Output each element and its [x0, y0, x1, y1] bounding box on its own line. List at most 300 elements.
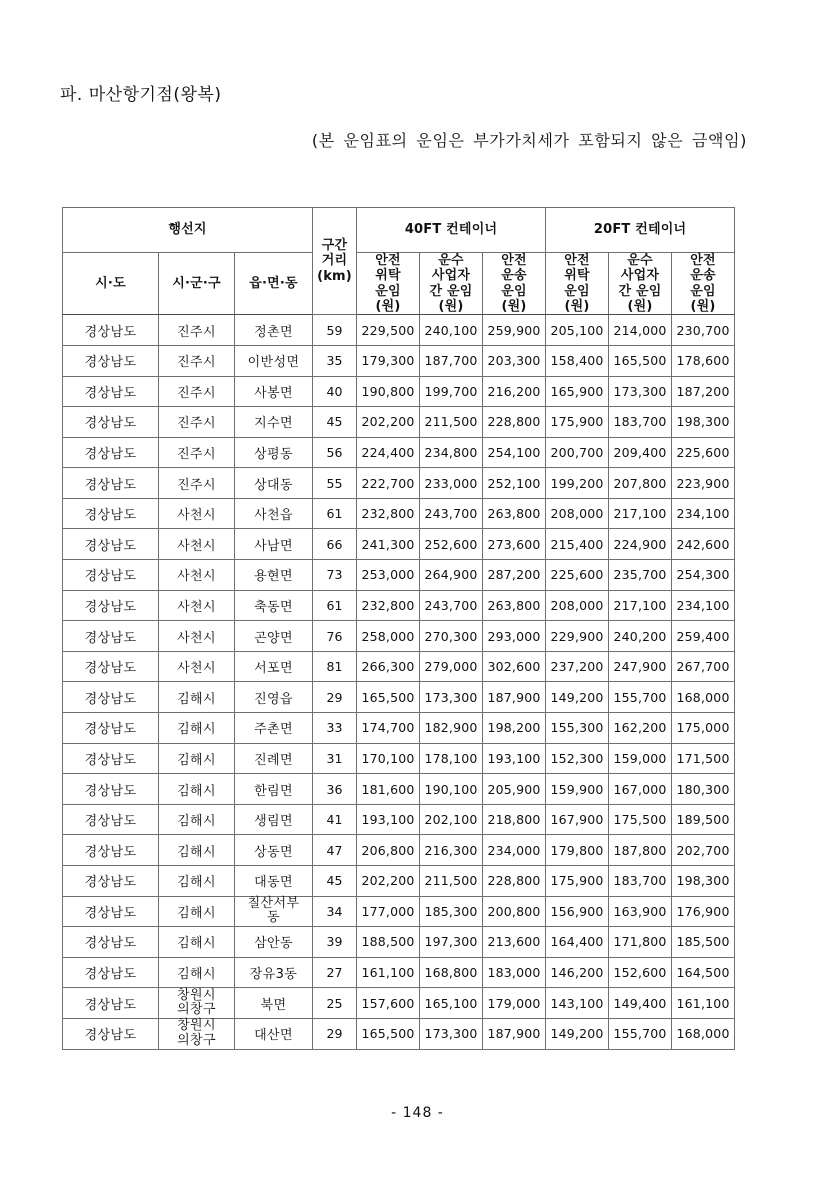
cell-sido: 경상남도	[63, 988, 159, 1019]
cell-sigungu: 진주시	[159, 315, 235, 346]
label-line: (원)	[564, 298, 590, 314]
cell-20ft-safe-transport: 161,100	[672, 988, 735, 1019]
table-row	[63, 896, 735, 927]
cell-40ft-safe-entrust: 202,200	[357, 407, 420, 438]
cell-sido: 경상남도	[63, 498, 159, 529]
cell-40ft-safe-transport: 218,800	[483, 804, 546, 835]
cell-eupmyeondong	[235, 896, 313, 927]
table-body	[63, 315, 735, 1049]
cell-40ft-carrier-between: 173,300	[420, 682, 483, 713]
cell-eupmyeondong: 삼안동	[235, 927, 313, 958]
cell-sigungu: 김해시	[159, 866, 235, 897]
cell-40ft-safe-transport: 293,000	[483, 621, 546, 652]
cell-40ft-carrier-between: 190,100	[420, 774, 483, 805]
cell-40ft-safe-entrust: 266,300	[357, 651, 420, 682]
header-row-top	[63, 208, 735, 253]
cell-sigungu: 진주시	[159, 468, 235, 499]
label-line: (원)	[690, 298, 716, 314]
table-row	[63, 651, 735, 682]
label-line: 간 운임	[618, 283, 662, 299]
cell-40ft-carrier-between: 168,800	[420, 957, 483, 988]
cell-sigungu: 사천시	[159, 590, 235, 621]
cell-20ft-safe-entrust: 164,400	[546, 927, 609, 958]
table-row	[63, 866, 735, 897]
cell-sigungu: 김해시	[159, 774, 235, 805]
fare-table-container	[62, 207, 734, 1050]
cell-eupmyeondong: 곤양면	[235, 621, 313, 652]
label-line: 사업자	[620, 268, 660, 284]
cell-20ft-safe-entrust: 215,400	[546, 529, 609, 560]
cell-sigungu: 사천시	[159, 651, 235, 682]
cell-40ft-safe-entrust: 232,800	[357, 498, 420, 529]
cell-distance: 81	[313, 651, 357, 682]
cell-eupmyeondong: 장유3동	[235, 957, 313, 988]
cell-40ft-safe-entrust: 222,700	[357, 468, 420, 499]
label-line: 사업자	[431, 268, 471, 284]
cell-40ft-safe-entrust: 193,100	[357, 804, 420, 835]
cell-20ft-safe-entrust: 156,900	[546, 896, 609, 927]
cell-20ft-safe-transport: 202,700	[672, 835, 735, 866]
cell-20ft-safe-entrust: 175,900	[546, 407, 609, 438]
cell-20ft-safe-transport: 198,300	[672, 866, 735, 897]
label-line: 운임	[501, 283, 527, 299]
cell-sigungu: 사천시	[159, 560, 235, 591]
cell-sigungu: 김해시	[159, 835, 235, 866]
cell-20ft-safe-transport: 178,600	[672, 345, 735, 376]
cell-20ft-safe-entrust: 229,900	[546, 621, 609, 652]
cell-eupmyeondong: 사봉면	[235, 376, 313, 407]
cell-40ft-safe-entrust: 161,100	[357, 957, 420, 988]
cell-20ft-safe-entrust: 200,700	[546, 437, 609, 468]
cell-20ft-safe-transport: 168,000	[672, 682, 735, 713]
cell-eupmyeondong: 대산면	[235, 1018, 313, 1049]
label-line: 운임	[375, 283, 401, 299]
table-row	[63, 590, 735, 621]
cell-20ft-carrier-between: 152,600	[609, 957, 672, 988]
cell-eupmyeondong: 정촌면	[235, 315, 313, 346]
cell-40ft-safe-entrust: 253,000	[357, 560, 420, 591]
cell-40ft-safe-entrust: 165,500	[357, 1018, 420, 1049]
cell-40ft-safe-transport: 228,800	[483, 407, 546, 438]
cell-distance: 39	[313, 927, 357, 958]
cell-40ft-safe-transport: 203,300	[483, 345, 546, 376]
cell-distance: 35	[313, 345, 357, 376]
cell-20ft-safe-transport: 189,500	[672, 804, 735, 835]
cell-40ft-carrier-between: 211,500	[420, 866, 483, 897]
cell-40ft-safe-transport: 263,800	[483, 590, 546, 621]
cell-sido: 경상남도	[63, 376, 159, 407]
cell-20ft-carrier-between: 209,400	[609, 437, 672, 468]
label-line: (원)	[627, 298, 653, 314]
cell-sigungu: 진주시	[159, 407, 235, 438]
cell-40ft-carrier-between: 202,100	[420, 804, 483, 835]
cell-40ft-safe-transport: 193,100	[483, 743, 546, 774]
cell-20ft-carrier-between: 214,000	[609, 315, 672, 346]
cell-sido: 경상남도	[63, 774, 159, 805]
cell-40ft-safe-transport: 205,900	[483, 774, 546, 805]
cell-eupmyeondong: 사천읍	[235, 498, 313, 529]
cell-20ft-safe-entrust: 149,200	[546, 682, 609, 713]
cell-distance: 61	[313, 590, 357, 621]
header-sido: 시·도	[63, 253, 159, 315]
label-line: 안전	[501, 253, 527, 268]
fare-table	[62, 207, 735, 1050]
table-row	[63, 621, 735, 652]
cell-20ft-carrier-between: 163,900	[609, 896, 672, 927]
cell-20ft-carrier-between: 165,500	[609, 345, 672, 376]
table-row	[63, 835, 735, 866]
table-row	[63, 560, 735, 591]
cell-eupmyeondong: 서포면	[235, 651, 313, 682]
cell-20ft-safe-transport: 254,300	[672, 560, 735, 591]
cell-line: 의창구	[177, 1002, 216, 1018]
cell-40ft-safe-entrust: 181,600	[357, 774, 420, 805]
cell-line: 동	[267, 910, 280, 926]
cell-20ft-safe-transport: 230,700	[672, 315, 735, 346]
label-line: 운송	[690, 268, 716, 284]
cell-distance: 36	[313, 774, 357, 805]
cell-40ft-safe-transport: 287,200	[483, 560, 546, 591]
header-20ft-carrier-between-fare	[609, 253, 672, 315]
cell-sigungu: 김해시	[159, 743, 235, 774]
cell-eupmyeondong: 북면	[235, 988, 313, 1019]
cell-40ft-carrier-between: 240,100	[420, 315, 483, 346]
cell-20ft-carrier-between: 187,800	[609, 835, 672, 866]
label-line: 안전	[375, 253, 401, 268]
cell-20ft-safe-entrust: 208,000	[546, 498, 609, 529]
cell-40ft-safe-transport: 234,000	[483, 835, 546, 866]
header-distance	[313, 208, 357, 315]
cell-20ft-carrier-between: 159,000	[609, 743, 672, 774]
header-40ft-safe-transport-fare	[483, 253, 546, 315]
cell-40ft-carrier-between: 233,000	[420, 468, 483, 499]
cell-sido: 경상남도	[63, 590, 159, 621]
cell-40ft-safe-transport: 263,800	[483, 498, 546, 529]
cell-40ft-safe-transport: 254,100	[483, 437, 546, 468]
cell-sigungu: 김해시	[159, 927, 235, 958]
header-20ft-safe-transport-fare	[672, 253, 735, 315]
table-row	[63, 988, 735, 1019]
cell-20ft-carrier-between: 162,200	[609, 713, 672, 744]
cell-sido: 경상남도	[63, 866, 159, 897]
cell-sigungu	[159, 1018, 235, 1049]
cell-20ft-safe-transport: 187,200	[672, 376, 735, 407]
cell-distance: 41	[313, 804, 357, 835]
cell-distance: 45	[313, 866, 357, 897]
header-container-20ft: 20FT 컨테이너	[546, 208, 735, 253]
cell-sido: 경상남도	[63, 529, 159, 560]
cell-20ft-safe-transport: 176,900	[672, 896, 735, 927]
cell-40ft-safe-entrust: 170,100	[357, 743, 420, 774]
table-row	[63, 498, 735, 529]
cell-40ft-safe-transport: 183,000	[483, 957, 546, 988]
cell-20ft-carrier-between: 155,700	[609, 1018, 672, 1049]
cell-40ft-carrier-between: 234,800	[420, 437, 483, 468]
cell-sido: 경상남도	[63, 835, 159, 866]
cell-40ft-carrier-between: 211,500	[420, 407, 483, 438]
cell-40ft-carrier-between: 243,700	[420, 498, 483, 529]
cell-20ft-carrier-between: 247,900	[609, 651, 672, 682]
header-20ft-safe-entrust-fare	[546, 253, 609, 315]
cell-sigungu: 사천시	[159, 498, 235, 529]
table-row	[63, 468, 735, 499]
cell-eupmyeondong: 생림면	[235, 804, 313, 835]
label-line: (원)	[375, 298, 401, 314]
cell-distance: 31	[313, 743, 357, 774]
table-row	[63, 804, 735, 835]
cell-eupmyeondong: 상평동	[235, 437, 313, 468]
cell-40ft-safe-entrust: 224,400	[357, 437, 420, 468]
table-row	[63, 1018, 735, 1049]
cell-eupmyeondong: 이반성면	[235, 345, 313, 376]
cell-20ft-safe-transport: 168,000	[672, 1018, 735, 1049]
cell-distance: 40	[313, 376, 357, 407]
cell-40ft-safe-transport: 259,900	[483, 315, 546, 346]
tax-note: (본 운임표의 운임은 부가가치세가 포함되지 않은 금액임)	[311, 131, 747, 150]
cell-eupmyeondong: 대동면	[235, 866, 313, 897]
cell-20ft-carrier-between: 235,700	[609, 560, 672, 591]
cell-20ft-safe-transport: 180,300	[672, 774, 735, 805]
cell-40ft-safe-transport: 187,900	[483, 1018, 546, 1049]
cell-line: 칠산서부	[247, 895, 300, 911]
cell-20ft-safe-entrust: 143,100	[546, 988, 609, 1019]
cell-eupmyeondong: 진영읍	[235, 682, 313, 713]
table-row	[63, 774, 735, 805]
cell-line: 창원시	[177, 1018, 216, 1034]
table-row	[63, 957, 735, 988]
cell-sigungu: 김해시	[159, 896, 235, 927]
cell-40ft-safe-transport: 302,600	[483, 651, 546, 682]
cell-40ft-safe-transport: 252,100	[483, 468, 546, 499]
cell-line: 의창구	[177, 1032, 216, 1048]
cell-40ft-safe-entrust: 241,300	[357, 529, 420, 560]
cell-40ft-safe-entrust: 258,000	[357, 621, 420, 652]
cell-distance: 33	[313, 713, 357, 744]
cell-eupmyeondong: 진례면	[235, 743, 313, 774]
header-eupmyeondong: 읍·면·동	[235, 253, 313, 315]
cell-40ft-safe-entrust: 232,800	[357, 590, 420, 621]
cell-eupmyeondong: 축동면	[235, 590, 313, 621]
cell-sigungu: 사천시	[159, 621, 235, 652]
table-header	[63, 208, 735, 315]
cell-40ft-carrier-between: 243,700	[420, 590, 483, 621]
cell-20ft-safe-transport: 259,400	[672, 621, 735, 652]
cell-sigungu: 사천시	[159, 529, 235, 560]
cell-40ft-safe-entrust: 179,300	[357, 345, 420, 376]
cell-distance: 29	[313, 682, 357, 713]
cell-20ft-carrier-between: 183,700	[609, 407, 672, 438]
cell-distance: 73	[313, 560, 357, 591]
cell-20ft-carrier-between: 217,100	[609, 590, 672, 621]
table-row	[63, 376, 735, 407]
cell-40ft-safe-entrust: 165,500	[357, 682, 420, 713]
cell-40ft-carrier-between: 252,600	[420, 529, 483, 560]
cell-20ft-carrier-between: 167,000	[609, 774, 672, 805]
label-line: 운임	[564, 283, 590, 299]
cell-20ft-safe-transport: 267,700	[672, 651, 735, 682]
cell-distance: 66	[313, 529, 357, 560]
table-row	[63, 682, 735, 713]
cell-20ft-carrier-between: 240,200	[609, 621, 672, 652]
cell-40ft-safe-transport: 187,900	[483, 682, 546, 713]
cell-20ft-safe-entrust: 158,400	[546, 345, 609, 376]
cell-line: 창원시	[177, 987, 216, 1003]
cell-20ft-safe-entrust: 237,200	[546, 651, 609, 682]
cell-20ft-safe-transport: 234,100	[672, 590, 735, 621]
cell-20ft-safe-entrust: 199,200	[546, 468, 609, 499]
cell-sido: 경상남도	[63, 743, 159, 774]
cell-20ft-carrier-between: 183,700	[609, 866, 672, 897]
cell-20ft-safe-entrust: 155,300	[546, 713, 609, 744]
label-line: 안전	[564, 253, 590, 268]
label-line: (원)	[438, 298, 464, 314]
cell-20ft-safe-entrust: 205,100	[546, 315, 609, 346]
cell-40ft-safe-entrust: 202,200	[357, 866, 420, 897]
cell-distance: 27	[313, 957, 357, 988]
cell-eupmyeondong: 상동면	[235, 835, 313, 866]
label-line: 운수	[627, 253, 653, 268]
cell-sigungu: 진주시	[159, 437, 235, 468]
cell-20ft-safe-transport: 223,900	[672, 468, 735, 499]
cell-sigungu	[159, 988, 235, 1019]
cell-40ft-safe-entrust: 188,500	[357, 927, 420, 958]
cell-40ft-safe-entrust: 190,800	[357, 376, 420, 407]
cell-20ft-carrier-between: 155,700	[609, 682, 672, 713]
cell-40ft-carrier-between: 279,000	[420, 651, 483, 682]
cell-40ft-carrier-between: 182,900	[420, 713, 483, 744]
cell-40ft-safe-entrust: 177,000	[357, 896, 420, 927]
table-row	[63, 407, 735, 438]
cell-40ft-safe-transport: 213,600	[483, 927, 546, 958]
cell-sido: 경상남도	[63, 345, 159, 376]
label-line: 운임	[690, 283, 716, 299]
label-line: 안전	[690, 253, 716, 268]
cell-20ft-safe-transport: 185,500	[672, 927, 735, 958]
cell-sido: 경상남도	[63, 315, 159, 346]
cell-sido: 경상남도	[63, 407, 159, 438]
cell-sigungu: 김해시	[159, 713, 235, 744]
cell-20ft-safe-transport: 198,300	[672, 407, 735, 438]
cell-40ft-safe-transport: 200,800	[483, 896, 546, 927]
cell-20ft-carrier-between: 173,300	[609, 376, 672, 407]
cell-sido: 경상남도	[63, 651, 159, 682]
cell-20ft-carrier-between: 207,800	[609, 468, 672, 499]
cell-sido: 경상남도	[63, 682, 159, 713]
cell-40ft-carrier-between: 165,100	[420, 988, 483, 1019]
cell-20ft-safe-entrust: 165,900	[546, 376, 609, 407]
header-destination-group: 행선지	[63, 208, 313, 253]
cell-distance: 25	[313, 988, 357, 1019]
cell-eupmyeondong: 지수면	[235, 407, 313, 438]
cell-20ft-safe-transport: 164,500	[672, 957, 735, 988]
cell-40ft-safe-entrust: 157,600	[357, 988, 420, 1019]
cell-20ft-safe-transport: 175,000	[672, 713, 735, 744]
cell-20ft-safe-entrust: 152,300	[546, 743, 609, 774]
cell-distance: 61	[313, 498, 357, 529]
label-line: 위탁	[375, 268, 401, 284]
cell-40ft-safe-transport: 179,000	[483, 988, 546, 1019]
page-title: 파. 마산항기점(왕복)	[60, 85, 222, 105]
cell-20ft-carrier-between: 149,400	[609, 988, 672, 1019]
cell-20ft-carrier-between: 224,900	[609, 529, 672, 560]
cell-sido: 경상남도	[63, 713, 159, 744]
cell-sido: 경상남도	[63, 1018, 159, 1049]
cell-40ft-carrier-between: 264,900	[420, 560, 483, 591]
cell-eupmyeondong: 사남면	[235, 529, 313, 560]
header-distance-line2: 거리	[321, 253, 348, 269]
cell-distance: 55	[313, 468, 357, 499]
cell-distance: 45	[313, 407, 357, 438]
table-row	[63, 529, 735, 560]
cell-40ft-safe-transport: 273,600	[483, 529, 546, 560]
cell-40ft-safe-entrust: 206,800	[357, 835, 420, 866]
cell-20ft-safe-transport: 234,100	[672, 498, 735, 529]
cell-20ft-carrier-between: 171,800	[609, 927, 672, 958]
cell-sido: 경상남도	[63, 927, 159, 958]
cell-20ft-safe-entrust: 179,800	[546, 835, 609, 866]
label-line: 운송	[501, 268, 527, 284]
cell-sido: 경상남도	[63, 560, 159, 591]
cell-40ft-carrier-between: 178,100	[420, 743, 483, 774]
cell-20ft-carrier-between: 217,100	[609, 498, 672, 529]
cell-distance: 59	[313, 315, 357, 346]
cell-40ft-carrier-between: 270,300	[420, 621, 483, 652]
cell-distance: 76	[313, 621, 357, 652]
header-sigungu: 시·군·구	[159, 253, 235, 315]
table-row	[63, 315, 735, 346]
cell-20ft-safe-entrust: 149,200	[546, 1018, 609, 1049]
cell-distance: 29	[313, 1018, 357, 1049]
header-distance-line1: 구간	[321, 238, 348, 254]
cell-sigungu: 김해시	[159, 804, 235, 835]
label-line: 간 운임	[429, 283, 473, 299]
table-row	[63, 345, 735, 376]
cell-eupmyeondong: 상대동	[235, 468, 313, 499]
table-row	[63, 713, 735, 744]
cell-distance: 56	[313, 437, 357, 468]
cell-eupmyeondong: 주촌면	[235, 713, 313, 744]
cell-20ft-safe-entrust: 175,900	[546, 866, 609, 897]
cell-40ft-safe-transport: 198,200	[483, 713, 546, 744]
cell-40ft-safe-entrust: 174,700	[357, 713, 420, 744]
cell-sigungu: 진주시	[159, 376, 235, 407]
cell-distance: 34	[313, 896, 357, 927]
cell-sido: 경상남도	[63, 896, 159, 927]
cell-20ft-safe-transport: 242,600	[672, 529, 735, 560]
cell-sigungu: 진주시	[159, 345, 235, 376]
cell-40ft-safe-transport: 228,800	[483, 866, 546, 897]
cell-40ft-carrier-between: 185,300	[420, 896, 483, 927]
cell-20ft-safe-entrust: 159,900	[546, 774, 609, 805]
cell-40ft-safe-entrust: 229,500	[357, 315, 420, 346]
cell-20ft-safe-entrust: 146,200	[546, 957, 609, 988]
cell-20ft-safe-transport: 225,600	[672, 437, 735, 468]
label-line: (원)	[501, 298, 527, 314]
cell-sido: 경상남도	[63, 468, 159, 499]
cell-sido: 경상남도	[63, 621, 159, 652]
cell-40ft-carrier-between: 187,700	[420, 345, 483, 376]
table-row	[63, 743, 735, 774]
cell-20ft-safe-transport: 171,500	[672, 743, 735, 774]
label-line: 운수	[438, 253, 464, 268]
cell-20ft-safe-entrust: 167,900	[546, 804, 609, 835]
cell-sigungu: 김해시	[159, 957, 235, 988]
header-distance-line3: (km)	[317, 268, 352, 284]
cell-20ft-carrier-between: 175,500	[609, 804, 672, 835]
table-row	[63, 437, 735, 468]
cell-40ft-carrier-between: 216,300	[420, 835, 483, 866]
header-container-40ft: 40FT 컨테이너	[357, 208, 546, 253]
